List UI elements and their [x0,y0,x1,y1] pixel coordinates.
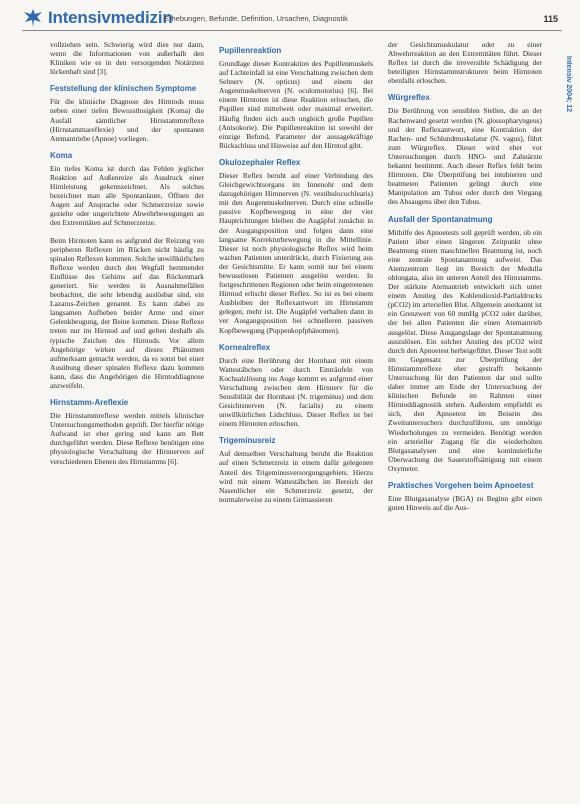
section-heading: Kornealreflex [219,342,271,352]
paragraph: Eine Blutgasanalyse (BGA) zu Beginn gibt einen guten Hinweis auf die Aus- [388,494,542,513]
text-column-3 [388,40,542,520]
section-heading: Okulozephaler Reflex [219,157,301,167]
journal-brand: Intensivmedizin [48,8,173,27]
section-heading: Praktisches Vorgehen beim Apnoetest [388,481,534,491]
paragraph: der Gesichtsmuskulatur oder zu einer Abwehrreaktion an den Extremitäten führt. Dieser Reflex ist durch die irreversible Schädigung der beteiligten Hirnstammstrukturen beim Hirntoten ebenfalls erloschen. [388,40,542,86]
section-heading: Hirnstamm-Areflexie [50,398,129,408]
paragraph: Für die klinische Diagnose des Hirntods muss neben einer tiefen Bewusstlosigkeit (Koma) die Ausfall sämtlicher Hirnstammreflexe (Hirnstammareflexie) und der spontanen Atemantriebe (Apnoe) vorliegen. [50,97,204,143]
paragraph: Die Hirnstammreflexe werden mittels klinischer Untersuchungsmethoden geprüft. Der hierfür nötige Aufwand ist eher gering und kann am Bett durchgeführt werden. Diese Reflexe benötigen eine physiologische Verschaltung der Hirnnerven auf verschiedenen Ebenen des Hirnstamms [6]. [50,411,204,466]
section-heading: Koma [50,150,73,160]
paragraph: vollziehen sein. Schwierig wird dies nur dann, wenn die Informationen von außerhalb den Kliniken wie es in den versorgenden Notärzten lückenhaft sind [3]. [50,40,204,77]
running-head: Erhebungen, Befunde, Definition, Ursachen, Diagnostik [164,14,348,23]
side-citation: Intensiv 2004; 12 [565,56,572,113]
paragraph: Mithilfe des Apnoetests soll geprüft werden, ob ein Patient über einen längeren Zeitpunkt ohne Beatmung einen maschinellen Beatmung ist, noch eine zentrale Spontanatmung aufweist. Das Atemzentrum liegt im Bereich der Medulla oblongata, also im unteren Anteil des Hirnstamms. Der stärkste Atemantrieb entwickelt sich unter einem Anstieg des Kohlendioxid-Partialdrucks (pCO2) im arteriellen Blut. Allgemein anerkannt ist ein Grenzwert von 60 mmHg pCO2 oder darüber, der bei allen Patienten die einen Atemantrieb ausgelöst. Diese Ausgangslage der Spontanatmung auszulösen. Ein solcher Anstieg des pCO2 wird durch den Apnoetest herbeigeführt. Dieser Test sollt im Gegensatz zur Überprüfung der Hirnstammreflexe eher gestrafft bekannte Untersuchung für den Patienten dar und sollte daher immer am Ende der Untersuchung der klinischen Befunde im Rahmen einer Hirntoddiagnostik stehen. Außerdem empfiehlt es sich, den Apnoetest im Beisein des Zweituntersuchers durchzuführen, um unnötige Wiederholungen zu vermeiden. Benötigt werden ein arterieller Zugang für die wiederholten Blutgasanalysen und eine kontinuierliche Überwachung der Sauerstoffsättigung mit einem Oxymeter. [388,227,542,473]
paragraph: Grundlage dieser Kontraktion des Pupillenmuskels auf Lichteinfall ist eine Verschaltung zwischen dem Sehnerv (N. opticus) und einem der Augenmuskelnerven (N. oculomotorius) [6]. Bei einem Hirntoten ist diese Reaktion erloschen, die Pupillen sind mittelweit oder maximal erweitert. Häufig finden sich auch ungleich große Pupillen (Anisokorie). Die Pupillenreaktion ist sowohl der einzige Befund, Parameter der aussagekräftige Rückschluss und Hinweise auf den Hirntod gibt. [219,59,373,150]
section-heading: Feststellung der klinischen Symptome [50,84,197,94]
section-heading: Würgreflex [388,93,430,103]
paragraph: Auf demselben Verschaltung beruht die Reaktion auf einen Schmerzreiz in einem dafür gelegenen Anteil des Trigeminusversorgungsgebiets. Hierzu wird mit einem Wattestäbchen im Bereich der Nasenlöcher ein Schmerzreiz gesetzt, der normalerweise zu einem Grimassieren [219,449,373,504]
paragraph: Ein tiefes Koma ist durch das Fehlen jeglicher Reaktion auf Außenreize als Ausdruck einer Hirnleistung gekennzeichnet. Als solches bezeichnet man alle Spontanlaute, Öffnen der Augen auf Ansprache oder Schmerzreize sowie gezielte oder ungerichtete Abwehrbewegungen an den Extremitäten auf Schmerzreize. [50,163,204,228]
section-heading: Trigeminusreiz [219,436,276,446]
paragraph: Beim Hirntoten kann es aufgrund der Reizung von peripheren Reflexen im Rücken nicht häufig zu spinalen Reflexen kommen. Solche unwillkürlichen Reflexe werden durch den Wegfall hemmender Einflüsse des Gehirns auf das Rückenmark generiert. Sie werden in Ausnahmefällen beobachtet, die sehr lebendig auslösbar sind, ein Lazarus-Zeichen genannt. Es kann dabei zu langsamen Aufheben beider Arme und einer Gelenkbeugung, der Beine kommen. Diese Reflexe treten nur im Hirntod auf und gelten deshalb als typische Zeichen des Hirntods. Vor allem Angehörige wirken auf dieses Phänomen aufmerksam gemacht werden, da es sonst bei einer Ausübung dieser spinalen Reflexe dazu kommen kann, dass die Angehörigen die Hirntoddiagnose anzweifeln. [50,235,204,390]
section-heading: Ausfall der Spontanatmung [388,214,493,224]
paragraph: Die Berührung von sensiblen Stellen, die an der Rachenwand gesetzt werden (N. glossopharyngeus) und der Reflexantwort, eine Kontraktion der Rachen- und Schlundmuskulatur (N. vagus), führt zum Würgreflex. Dieser wird eher vor Untersuchungen durch HNO- und Zahnärzte bekannt bestimmt. Auch dieser Reflex fehlt beim Hirntoten. Die Überprüfung bei intubierten und beatmeten Patienten gelingt durch eine Manipulation am Tubus oder durch den Vorgang des Absaugens über den Tubus. [388,106,542,207]
section-heading: Pupillenreaktion [219,46,282,55]
text-column-1 [50,40,204,474]
text-column-2 [219,40,373,512]
page-header [22,8,562,31]
paragraph: Dieser Reflex beruht auf einer Verbindung des Gleichgewichtsorgans im Innenohr und dem dazugehörigen Hirnnerven (N. vestibulocochlearis) mit den Augenmuskelnerven. Durch eine schnelle passive Kopfbewegung in eine der vier Hauptrichtungen bleiben die Augäpfel zunächst in der Ausgangsposition und folgen dann eine langsame Korrekturbewegung in die Mittellinie. Dieser ist noch physiologische Reflex wird beim wachen Patienten unterdrückt, durch Fixierung aus der Gesichtsmitte. Er kann somit nur bei einem bewusstlosen Patienten ausgelöst werden. In fortgeschrittenen Regionen oder beim eingetretenen Hirntod erlischt dieser Reflex. So ist es bei einem Ausbleiben der Reflexantwort im Hirnstamm gelegen, mehr ist. Die Augäpfel verhalten dann in ver Ausgangsposition bei schnelleren passiven Kopfbewegung (Puppenkopfphänomen). [219,170,373,335]
page-number: 115 [543,14,558,24]
eagle-logo-icon [22,8,44,28]
paragraph: Durch eine Berührung der Hornhaut mit einem Wattestäbchen oder durch Einträufeln von Kochsalzlösung ins Auge kommt es aufgrund einer Verschaltung zwischen dem Hirnnerv für die Sensibilität der Hornhaut (N. trigeminus) und dem Gesichtsnerven (N. facialis) zu einem unwillkürlichen Lidschluss. Dieser Reflex ist bei einem Hirntoten erloschen. [219,355,373,429]
